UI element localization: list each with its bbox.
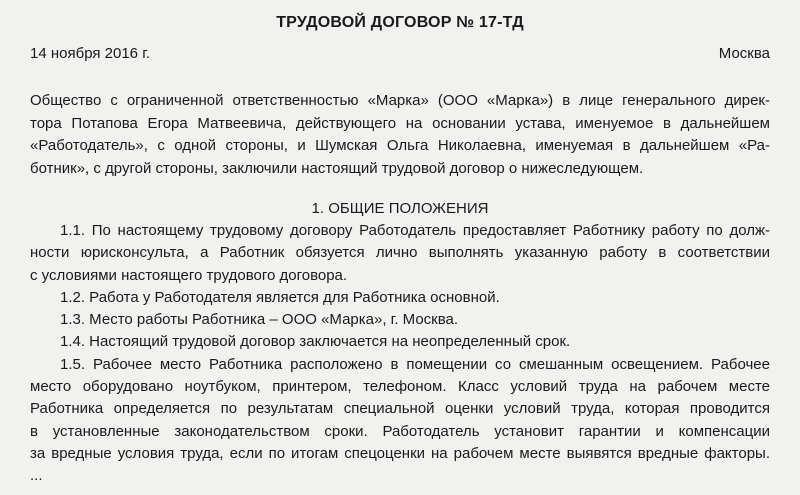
clause-line: место оборудовано ноутбуком, принтером, телефоном. Класс условий труда на рабочем месте <box>30 378 770 396</box>
clause-line: 1.2. Работа у Работодателя является для Работника основной. <box>60 288 500 306</box>
clause-line: 1.5. Рабочее место Работника расположено в помещении со смешанным освещением. Рабочее <box>60 355 770 373</box>
section-heading: 1. ОБЩИЕ ПОЛОЖЕНИЯ <box>311 200 489 217</box>
intro-line: тора Потапова Егора Матвеевича, действующего на основании устава, именуемое в дальнейшем <box>30 114 770 132</box>
intro-line: ботник», с другой стороны, заключили настоящий трудовой договор о нижеследующем. <box>30 159 644 177</box>
clause-line: 1.4. Настоящий трудовой договор заключается на неопределенный срок. <box>60 333 571 351</box>
intro-line: Общество с ограниченной ответственностью «Марка» (ООО «Марка») в лице генерального дирек- <box>30 92 770 109</box>
intro-line: «Работодатель», с одной стороны, и Шумская Ольга Николаевна, именуемая в дальнейшем «Ра- <box>30 137 770 154</box>
clause-line: за вредные условия труда, если по итогам спецоценки на рабочем месте выявятся вредные факторы. <box>30 444 770 462</box>
document-meta <box>30 45 770 62</box>
clause-line: в установленные законодательством сроки. Работодатель установит гарантии и компенсации <box>30 422 770 440</box>
clause-line: 1.1. По настоящему трудовому договору Работодатель предоставляет Работнику работу по долж- <box>60 222 770 239</box>
section-body <box>30 220 770 488</box>
clause-line: ности юрисконсульта, а Работник обязуется лично выполнять указанную работу в соответствии <box>30 244 770 262</box>
clause-line: 1.3. Место работы Работника – ООО «Марка», г. Москва. <box>60 311 459 329</box>
ellipsis: ... <box>30 467 43 485</box>
document-city: Москва <box>718 45 770 62</box>
clause-line: Работника определяется по результатам специальной оценки условий труда, которая проводится <box>30 400 770 418</box>
intro-paragraph <box>30 90 770 180</box>
document-date: 14 ноября 2016 г. <box>30 45 150 62</box>
document-title: ТРУДОВОЙ ДОГОВОР № 17-ТД <box>276 14 524 31</box>
clause-line: с условиями настоящего трудового договора. <box>30 266 348 284</box>
